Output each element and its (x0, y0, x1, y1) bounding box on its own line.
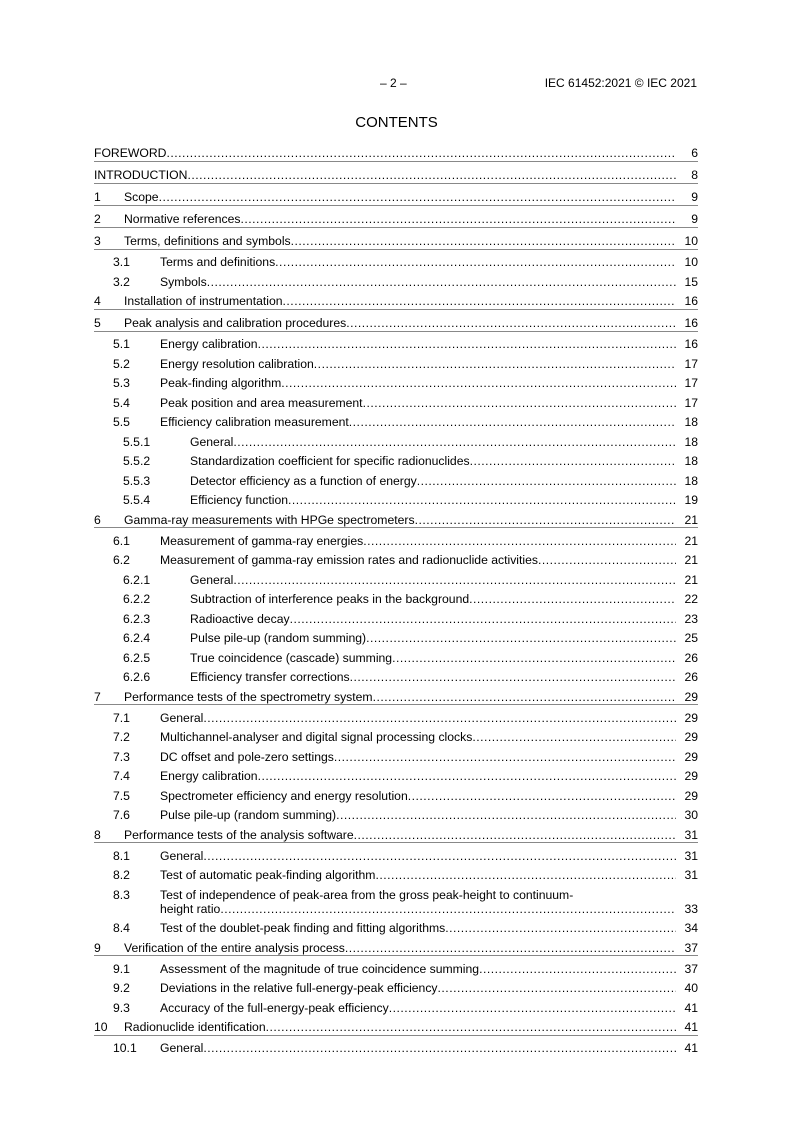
toc-entry-number: 6 (94, 512, 101, 527)
toc-entry[interactable] (94, 1020, 698, 1034)
toc-entry-title: General (160, 710, 204, 725)
toc-entry-leader (160, 921, 676, 935)
toc-entry-page: 37 (684, 961, 698, 976)
toc-entry-title: Detector efficiency as a function of energy (190, 473, 417, 488)
toc-divider (94, 205, 698, 206)
toc-entry-number: 5.5.2 (123, 454, 151, 468)
dot-leader (283, 294, 676, 308)
toc-entry[interactable] (94, 275, 698, 289)
toc-entry-page: 18 (684, 454, 698, 468)
toc-entry-title: Peak position and area measurement (160, 395, 363, 410)
toc-divider (94, 183, 698, 184)
toc-entry-leader (190, 651, 676, 665)
toc-entry-leader (124, 234, 676, 248)
page-number: – 2 – (380, 76, 407, 90)
toc-entry-page: 29 (684, 749, 698, 764)
toc-entry-number: 6.1 (113, 533, 130, 548)
toc-entry[interactable] (94, 212, 698, 226)
toc-entry[interactable] (94, 573, 698, 587)
toc-entry-number: 5.1 (113, 337, 130, 351)
toc-entry-page: 41 (684, 1000, 698, 1015)
dot-leader (203, 849, 676, 863)
toc-entry-page: 16 (684, 316, 698, 330)
toc-entry-page: 17 (684, 376, 698, 390)
toc-entry[interactable] (94, 789, 698, 803)
dot-leader (389, 1001, 676, 1015)
toc-entry-number: 6.2.5 (123, 650, 151, 665)
toc-entry-number: 7.3 (113, 749, 130, 764)
toc-entry[interactable] (94, 376, 698, 390)
toc-entry-title: General (160, 848, 204, 863)
toc-entry-title: Verification of the entire analysis process (124, 940, 345, 955)
toc-entry-title: Energy resolution calibration (160, 356, 314, 371)
toc-entry-number: 5.4 (113, 395, 130, 410)
dot-leader (241, 212, 676, 226)
toc-entry-number: 5.5.3 (123, 473, 151, 488)
toc-entry-leader (160, 534, 676, 548)
toc-entry[interactable] (94, 553, 698, 567)
toc-entry-number: 6.2.3 (123, 611, 151, 626)
dot-leader (258, 337, 676, 351)
toc-entry-leader (124, 690, 676, 704)
toc-entry-page: 31 (684, 827, 698, 842)
toc-entry-number: 4 (94, 294, 101, 308)
toc-entry-title-continued: height ratio (160, 901, 221, 916)
toc-entry-title: Efficiency function (190, 493, 289, 507)
toc-entry-page: 19 (684, 493, 698, 507)
toc-entry-leader (190, 454, 676, 468)
toc-entry-number: 5.5.1 (123, 434, 151, 449)
toc-entry-page: 21 (684, 553, 698, 567)
toc-entry-leader (94, 168, 676, 182)
toc-entry-leader (160, 868, 676, 882)
dot-leader (166, 146, 676, 160)
dot-leader (203, 1041, 676, 1055)
toc-entry-title: Efficiency calibration measurement (160, 415, 349, 429)
toc-divider (94, 309, 698, 310)
toc-entry-page: 17 (684, 356, 698, 371)
toc-entry-page: 31 (684, 868, 698, 882)
dot-leader (346, 316, 676, 330)
toc-entry-number: 7.4 (113, 769, 130, 783)
dot-leader (408, 789, 676, 803)
dot-leader (275, 255, 676, 269)
toc-entry[interactable] (94, 808, 698, 822)
toc-entry-page: 16 (684, 337, 698, 351)
toc-entry[interactable] (94, 396, 698, 410)
toc-entry-number: 3.2 (113, 274, 130, 289)
toc-entry-title: General (190, 434, 234, 449)
toc-entry-number: 9.2 (113, 981, 130, 995)
dot-leader (220, 902, 676, 916)
toc-entry-number: 7.2 (113, 730, 130, 744)
toc-entry-leader (160, 902, 676, 916)
toc-entry[interactable] (94, 868, 698, 882)
dot-leader (354, 828, 676, 842)
dot-leader (363, 534, 676, 548)
toc-entry-title: True coincidence (cascade) summing (190, 650, 393, 665)
toc-entry-number: 8.2 (113, 868, 130, 882)
toc-entry[interactable] (94, 670, 698, 684)
toc-entry-title: Energy calibration (160, 337, 258, 351)
toc-entry-title: Measurement of gamma-ray energies (160, 533, 364, 548)
dot-leader (472, 730, 676, 744)
toc-entry-page: 37 (684, 940, 698, 955)
toc-entry[interactable] (94, 888, 698, 916)
toc-entry-page: 21 (684, 533, 698, 548)
toc-entry-leader (190, 592, 676, 606)
toc-entry-number: 6.2 (113, 553, 130, 567)
toc-entry-leader (160, 750, 676, 764)
toc-entry-page: 31 (684, 848, 698, 863)
toc-entry-title: Efficiency transfer corrections (190, 670, 350, 684)
toc-entry-leader (124, 1020, 676, 1034)
toc-entry[interactable] (94, 631, 698, 645)
toc-entry-title: Radioactive decay (190, 611, 290, 626)
dot-leader (470, 454, 676, 468)
toc-entry-page: 17 (684, 395, 698, 410)
dot-leader (392, 651, 676, 665)
toc-entry-leader (160, 376, 676, 390)
toc-entry[interactable] (94, 962, 698, 976)
toc-entry-page: 18 (684, 473, 698, 488)
toc-entry-number: 5.3 (113, 376, 130, 390)
toc-entry-title: Pulse pile-up (random summing) (160, 808, 337, 822)
toc-entry-number: 6.2.1 (123, 572, 151, 587)
toc-entry-title: Test of the doublet-peak finding and fitting algorithms (160, 921, 446, 935)
toc-entry-title: Assessment of the magnitude of true coincidence summing (160, 961, 480, 976)
toc-entry-page: 26 (684, 650, 698, 665)
toc-entry-leader (160, 769, 676, 783)
toc-entry[interactable] (94, 168, 698, 182)
toc-entry-page: 6 (691, 146, 698, 160)
toc-entry[interactable] (94, 1041, 698, 1055)
toc-entry[interactable] (94, 146, 698, 160)
toc-entry-number: 9.1 (113, 961, 130, 976)
toc-entry[interactable] (94, 690, 698, 704)
toc-entry-page: 15 (684, 274, 698, 289)
toc-entry[interactable] (94, 435, 698, 449)
toc-entry-leader (124, 212, 676, 226)
toc-entry-title: DC offset and pole-zero settings (160, 749, 334, 764)
toc-entry-title: Performance tests of the analysis software (124, 827, 354, 842)
dot-leader (187, 168, 676, 182)
toc-entry[interactable] (94, 513, 698, 527)
toc-entry[interactable] (94, 534, 698, 548)
toc-entry-title: Radionuclide identification (124, 1020, 266, 1034)
toc-entry-number: 3 (94, 234, 101, 248)
toc-entry[interactable] (94, 921, 698, 935)
toc-entry-leader (124, 316, 676, 330)
toc-entry-page: 9 (691, 212, 698, 226)
toc-entry[interactable] (94, 415, 698, 429)
toc-entry-leader (190, 493, 676, 507)
toc-entry-number: 7.1 (113, 710, 130, 725)
toc-entry[interactable] (94, 190, 698, 204)
dot-leader (345, 941, 676, 955)
toc-entry-leader (190, 631, 676, 645)
toc-entry-number: 7 (94, 689, 101, 704)
toc-entry[interactable] (94, 750, 698, 764)
toc-entry-title: Pulse pile-up (random summing) (190, 631, 367, 645)
toc-entry-title: Energy calibration (160, 769, 258, 783)
toc-entry[interactable] (94, 981, 698, 995)
toc-entry-title: Installation of instrumentation (124, 294, 283, 308)
toc-entry-page: 16 (684, 294, 698, 308)
dot-leader (350, 670, 676, 684)
toc-entry-leader (94, 146, 676, 160)
dot-leader (373, 690, 676, 704)
dot-leader (438, 981, 676, 995)
toc-entry-page: 18 (684, 434, 698, 449)
toc-entry[interactable] (94, 357, 698, 371)
toc-entry-title: Multichannel-analyser and digital signal processing clocks (160, 730, 473, 744)
toc-entry-leader (190, 573, 676, 587)
toc-entry-number: 10.1 (113, 1041, 137, 1055)
dot-leader (159, 190, 676, 204)
toc-entry-number: 5.5 (113, 415, 130, 429)
toc-entry-number: 9 (94, 940, 101, 955)
toc-entry[interactable] (94, 493, 698, 507)
standard-reference: IEC 61452:2021 © IEC 2021 (544, 76, 697, 90)
toc-divider (94, 161, 698, 162)
toc-divider (94, 842, 698, 843)
dot-leader (366, 631, 676, 645)
toc-entry-number: 5.5.4 (123, 493, 151, 507)
toc-entry[interactable] (94, 316, 698, 330)
toc-entry[interactable] (94, 234, 698, 248)
toc-entry-title: Accuracy of the full-energy-peak efficiency (160, 1000, 389, 1015)
toc-divider (94, 955, 698, 956)
toc-entry-leader (160, 962, 676, 976)
toc-entry-page: 34 (684, 921, 698, 935)
toc-entry-title: General (160, 1041, 204, 1055)
toc-entry-page: 26 (684, 670, 698, 684)
toc-entry[interactable] (94, 941, 698, 955)
dot-leader (445, 921, 676, 935)
toc-entry-number: 3.1 (113, 255, 130, 269)
toc-entry-leader (190, 435, 676, 449)
dot-leader (281, 376, 676, 390)
toc-entry-leader (124, 294, 676, 308)
toc-entry-title: Symbols (160, 274, 207, 289)
toc-entry-number: 5 (94, 316, 101, 330)
dot-leader (349, 415, 676, 429)
toc-entry[interactable] (94, 1001, 698, 1015)
dot-leader (203, 711, 676, 725)
toc-entry-number: 8.1 (113, 848, 130, 863)
toc-entry-page: 40 (684, 981, 698, 995)
toc-entry-number: 5.2 (113, 356, 130, 371)
dot-leader (538, 553, 676, 567)
toc-entry-title: Measurement of gamma-ray emission rates and radionuclide activities (160, 553, 538, 567)
toc-entry-leader (124, 828, 676, 842)
toc-entry-page: 29 (684, 788, 698, 803)
toc-entry-page: 21 (684, 572, 698, 587)
toc-entry-title: Normative references (124, 212, 241, 226)
toc-entry[interactable] (94, 651, 698, 665)
toc-entry-number: 7.6 (113, 808, 130, 822)
dot-leader (417, 474, 676, 488)
toc-entry-title: Spectrometer efficiency and energy resolution (160, 788, 408, 803)
toc-entry-page: 21 (684, 512, 698, 527)
toc-entry-title: INTRODUCTION (94, 168, 188, 182)
toc-entry-page: 23 (684, 611, 698, 626)
toc-entry[interactable] (94, 454, 698, 468)
toc-entry-page: 41 (684, 1020, 698, 1034)
toc-entry-page: 18 (684, 415, 698, 429)
dot-leader (334, 750, 676, 764)
toc-divider (94, 331, 698, 332)
dot-leader (314, 357, 676, 371)
toc-entry-leader (160, 357, 676, 371)
toc-entry-page: 29 (684, 689, 698, 704)
toc-entry-number: 6.2.4 (123, 631, 151, 645)
dot-leader (336, 808, 676, 822)
toc-entry-title: Standardization coefficient for specific radionuclides (190, 454, 470, 468)
dot-leader (415, 513, 676, 527)
toc-entry-leader (160, 808, 676, 822)
toc-entry-number: 1 (94, 190, 101, 204)
dot-leader (291, 234, 676, 248)
toc-entry-leader (160, 553, 676, 567)
toc-divider (94, 249, 698, 250)
toc-entry[interactable] (94, 294, 698, 308)
toc-divider (94, 227, 698, 228)
toc-entry-leader (160, 849, 676, 863)
dot-leader (207, 275, 676, 289)
toc-entry-leader (160, 981, 676, 995)
toc-entry[interactable] (94, 730, 698, 744)
toc-entry-title: General (190, 572, 234, 587)
toc-entry[interactable] (94, 474, 698, 488)
toc-entry-number: 8 (94, 827, 101, 842)
toc-entry-title: Test of automatic peak-finding algorithm (160, 868, 376, 882)
toc-entry-number: 10 (94, 1020, 108, 1034)
dot-leader (375, 868, 676, 882)
toc-entry-leader (160, 711, 676, 725)
toc-entry-page: 29 (684, 769, 698, 783)
toc-entry-title: Peak analysis and calibration procedures (124, 316, 347, 330)
toc-entry-page: 8 (691, 168, 698, 182)
toc-entry-page: 41 (684, 1041, 698, 1055)
toc-entry-page: 10 (684, 255, 698, 269)
toc-entry-number: 9.3 (113, 1000, 130, 1015)
toc-entry-number: 8.4 (113, 921, 130, 935)
toc-entry-title: Peak-finding algorithm (160, 376, 282, 390)
toc-entry-leader (160, 275, 676, 289)
toc-entry-page: 9 (691, 190, 698, 204)
dot-leader (288, 493, 676, 507)
page-title: CONTENTS (355, 114, 438, 131)
toc-entry-page: 29 (684, 710, 698, 725)
dot-leader (363, 396, 676, 410)
toc-entry[interactable] (94, 612, 698, 626)
toc-entry-title: Terms, definitions and symbols (124, 234, 291, 248)
toc-entry[interactable] (94, 255, 698, 269)
dot-leader (233, 573, 676, 587)
toc-entry-leader (160, 1001, 676, 1015)
toc-entry-leader (160, 337, 676, 351)
toc-entry-leader (124, 941, 676, 955)
toc-divider (94, 1035, 698, 1036)
toc-divider (94, 527, 698, 528)
toc-entry-leader (124, 513, 676, 527)
toc-divider (94, 704, 698, 705)
dot-leader (469, 592, 676, 606)
toc-entry-number: 2 (94, 212, 101, 226)
toc-entry-title: Scope (124, 190, 159, 204)
toc-entry[interactable] (94, 828, 698, 842)
dot-leader (479, 962, 676, 976)
toc-entry-leader (160, 1041, 676, 1055)
toc-entry-title: Terms and definitions (160, 255, 276, 269)
toc-entry-title: Subtraction of interference peaks in the background (190, 592, 470, 606)
toc-entry-page: 30 (684, 808, 698, 822)
toc-entry-leader (160, 255, 676, 269)
toc-entry-leader (160, 789, 676, 803)
toc-entry-page: 33 (684, 901, 698, 916)
toc-entry-page: 22 (684, 592, 698, 606)
dot-leader (266, 1020, 676, 1034)
toc-entry-number: 8.3 (113, 887, 130, 902)
toc-entry[interactable] (94, 849, 698, 863)
toc-entry[interactable] (94, 711, 698, 725)
toc-entry-title: Test of independence of peak-area from the gross peak-height to continuum- (160, 887, 574, 902)
toc-entry-title: Gamma-ray measurements with HPGe spectrometers (124, 512, 415, 527)
toc-entry-leader (160, 415, 676, 429)
toc-entry[interactable] (94, 769, 698, 783)
toc-entry-title: Deviations in the relative full-energy-peak efficiency (160, 981, 438, 995)
toc-entry-page: 29 (684, 730, 698, 744)
toc-entry-leader (190, 612, 676, 626)
toc-entry[interactable] (94, 592, 698, 606)
toc-entry-leader (190, 474, 676, 488)
toc-entry-title: Performance tests of the spectrometry system (124, 689, 373, 704)
dot-leader (258, 769, 676, 783)
toc-entry-leader (190, 670, 676, 684)
toc-entry[interactable] (94, 337, 698, 351)
toc-entry-number: 6.2.2 (123, 592, 151, 606)
toc-entry-page: 10 (684, 234, 698, 248)
toc-entry-number: 7.5 (113, 788, 130, 803)
dot-leader (233, 435, 676, 449)
toc-entry-title: FOREWORD (94, 146, 167, 160)
toc-entry-number: 6.2.6 (123, 670, 151, 684)
toc-entry-leader (124, 190, 676, 204)
dot-leader (290, 612, 676, 626)
toc-entry-leader (160, 396, 676, 410)
toc-entry-leader (160, 730, 676, 744)
toc-entry-page: 25 (684, 631, 698, 645)
